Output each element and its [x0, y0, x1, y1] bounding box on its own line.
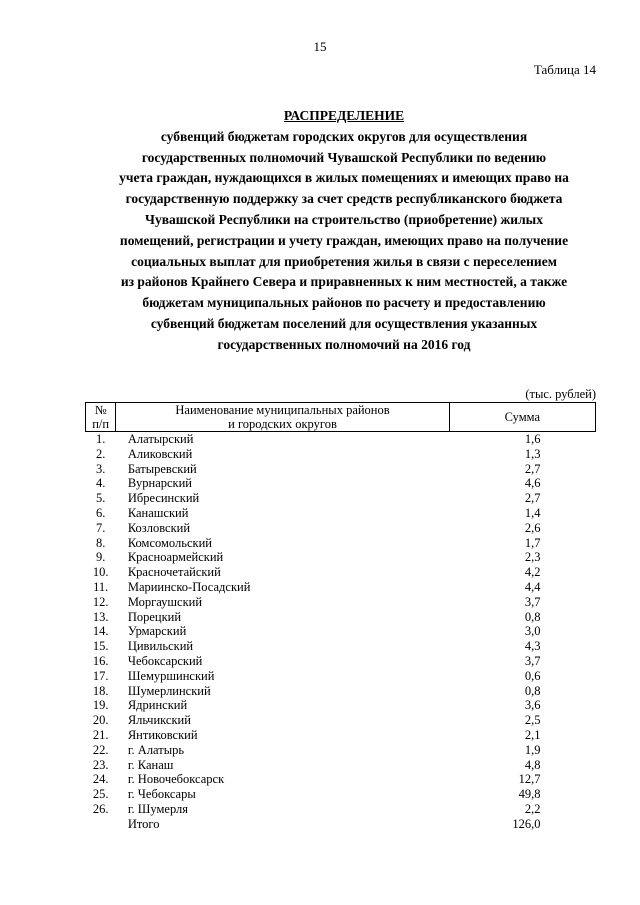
row-sum: 2,7	[524, 461, 541, 476]
distribution-table	[85, 402, 596, 832]
row-number: 22.	[92, 742, 109, 757]
row-sum: 3,7	[524, 653, 541, 668]
row-name: Ядринский	[127, 698, 188, 713]
total-sum: 126,0	[512, 816, 541, 831]
table-row	[86, 787, 596, 802]
row-number: 20.	[92, 713, 109, 728]
row-name: Чебоксарский	[127, 653, 203, 668]
row-sum: 1,7	[524, 535, 541, 550]
row-number: 5.	[95, 491, 106, 506]
title-line: бюджетам муниципальных районов по расчету и предоставлению	[142, 295, 546, 311]
row-sum: 3,0	[524, 624, 541, 639]
table-row	[86, 772, 596, 787]
row-name: Янтиковский	[127, 727, 198, 742]
row-sum: 1,4	[524, 505, 541, 520]
header-sum: Сумма	[449, 403, 595, 432]
row-sum: 1,9	[524, 742, 541, 757]
row-sum: 3,7	[524, 594, 541, 609]
row-sum: 0,8	[524, 683, 541, 698]
table-row	[86, 565, 596, 580]
row-sum: 2,5	[524, 713, 541, 728]
row-number: 12.	[92, 594, 109, 609]
row-number: 23.	[92, 757, 109, 772]
row-number: 25.	[92, 787, 109, 802]
row-name: Урмарский	[127, 624, 187, 639]
table-row	[86, 432, 596, 447]
total-row	[86, 817, 596, 832]
table-row	[86, 476, 596, 491]
row-name: Шумерлинский	[127, 683, 211, 698]
row-number: 11.	[93, 579, 109, 594]
row-number: 13.	[92, 609, 109, 624]
table-row	[86, 447, 596, 462]
row-number: 3.	[95, 461, 106, 476]
table-row	[86, 550, 596, 565]
row-sum: 2,6	[524, 520, 541, 535]
row-sum: 12,7	[518, 772, 541, 787]
title-main: РАСПРЕДЕЛЕНИЕ	[283, 108, 405, 123]
table-row	[86, 669, 596, 684]
row-name: Мариинско-Посадский	[127, 579, 251, 594]
row-name: Порецкий	[127, 609, 182, 624]
table-row	[86, 580, 596, 595]
row-name: г. Чебоксары	[127, 787, 196, 802]
row-name: Алатырский	[127, 432, 194, 446]
row-sum: 2,3	[524, 550, 541, 565]
table-row	[86, 506, 596, 521]
table-row	[86, 743, 596, 758]
row-number: 18.	[92, 683, 109, 698]
row-number: 19.	[92, 698, 109, 713]
table-row	[86, 639, 596, 654]
row-sum: 2,1	[524, 727, 541, 742]
row-number: 10.	[92, 565, 109, 580]
row-number: 21.	[92, 727, 109, 742]
row-sum: 4,2	[524, 565, 541, 580]
row-number: 6.	[95, 505, 106, 520]
title-line: помещений, регистрации и учету граждан, имеющих право на получение	[119, 232, 569, 248]
title-line: государственную поддержку за счет средств республиканского бюджета	[125, 191, 563, 207]
row-number: 16.	[92, 653, 109, 668]
row-name: г. Алатырь	[127, 742, 185, 757]
row-name: Моргаушский	[127, 594, 203, 609]
row-number: 17.	[92, 668, 109, 683]
table-row	[86, 684, 596, 699]
table-row	[86, 624, 596, 639]
row-sum: 3,6	[524, 698, 541, 713]
table-row	[86, 654, 596, 669]
row-number: 7.	[95, 520, 106, 535]
row-sum: 0,8	[524, 609, 541, 624]
row-number: 24.	[92, 772, 109, 787]
row-number: 9.	[95, 550, 106, 565]
document-title	[70, 106, 618, 356]
table-row	[86, 698, 596, 713]
row-name: Вурнарский	[127, 476, 192, 491]
title-line: Чувашской Республики на строительство (приобретение) жилых	[145, 211, 543, 227]
row-sum: 2,7	[524, 491, 541, 506]
row-number: 4.	[95, 476, 106, 491]
table-row	[86, 462, 596, 477]
row-name: г. Шумерля	[127, 801, 189, 816]
table-label: Таблица 14	[533, 62, 596, 77]
header-name	[116, 403, 449, 432]
header-name-line1: Наименование муниципальных районов	[175, 403, 390, 417]
table-row	[86, 713, 596, 728]
row-name: Аликовский	[127, 446, 193, 461]
row-name: Канашский	[127, 505, 189, 520]
row-sum: 4,6	[524, 476, 541, 491]
total-number-cell	[86, 817, 116, 832]
table-row	[86, 491, 596, 506]
title-line: из районов Крайнего Севера и приравненных к ним местностей, а также	[120, 274, 568, 290]
row-name: Козловский	[127, 520, 191, 535]
table-row	[86, 758, 596, 773]
table-row	[86, 536, 596, 551]
row-number: 2.	[95, 446, 106, 461]
total-label: Итого	[127, 816, 160, 831]
page-number: 15	[313, 39, 327, 54]
row-name: г. Новочебоксарск	[127, 772, 225, 787]
row-number: 14.	[92, 624, 109, 639]
title-line: субвенций бюджетам поселений для осуществления указанных	[150, 315, 538, 331]
units-label: (тыс. рублей)	[525, 387, 596, 401]
row-sum: 1,6	[524, 432, 541, 446]
row-sum: 49,8	[518, 787, 541, 802]
row-sum: 0,6	[524, 668, 541, 683]
row-name: Шемуршинский	[127, 668, 215, 683]
row-name: Батыревский	[127, 461, 197, 476]
table-row	[86, 595, 596, 610]
row-name: г. Канаш	[127, 757, 174, 772]
title-line: субвенций бюджетам городских округов для осуществления	[160, 128, 528, 144]
row-sum: 4,8	[524, 757, 541, 772]
row-name: Яльчикский	[127, 713, 191, 728]
title-line: учета граждан, нуждающихся в жилых помещениях и имеющих право на	[119, 170, 569, 186]
table-row	[86, 521, 596, 536]
table-row	[86, 610, 596, 625]
header-number	[86, 403, 116, 432]
title-line: государственных полномочий Чувашской Республики по ведению	[141, 149, 547, 165]
row-name: Красноармейский	[127, 550, 224, 565]
row-number: 15.	[92, 639, 109, 654]
table-row	[86, 728, 596, 743]
row-name: Комсомольский	[127, 535, 212, 550]
row-name: Ибресинский	[127, 491, 200, 506]
table-row	[86, 802, 596, 817]
header-name-line2: и городских округов	[228, 417, 337, 431]
row-number: 1.	[95, 432, 106, 446]
row-name: Красночетайский	[127, 565, 221, 580]
title-line: государственных полномочий на 2016 год	[217, 336, 471, 352]
row-sum: 2,2	[524, 801, 541, 816]
table-header-row	[86, 403, 596, 432]
title-line: социальных выплат для приобретения жилья в связи с переселением	[131, 253, 557, 269]
header-number-line1: №	[94, 403, 107, 417]
header-number-line2: п/п	[92, 417, 110, 431]
row-number: 8.	[95, 535, 106, 550]
row-name: Цивильский	[127, 639, 194, 654]
row-sum: 4,4	[524, 579, 541, 594]
row-sum: 1,3	[524, 446, 541, 461]
row-number: 26.	[92, 801, 109, 816]
row-sum: 4,3	[524, 639, 541, 654]
